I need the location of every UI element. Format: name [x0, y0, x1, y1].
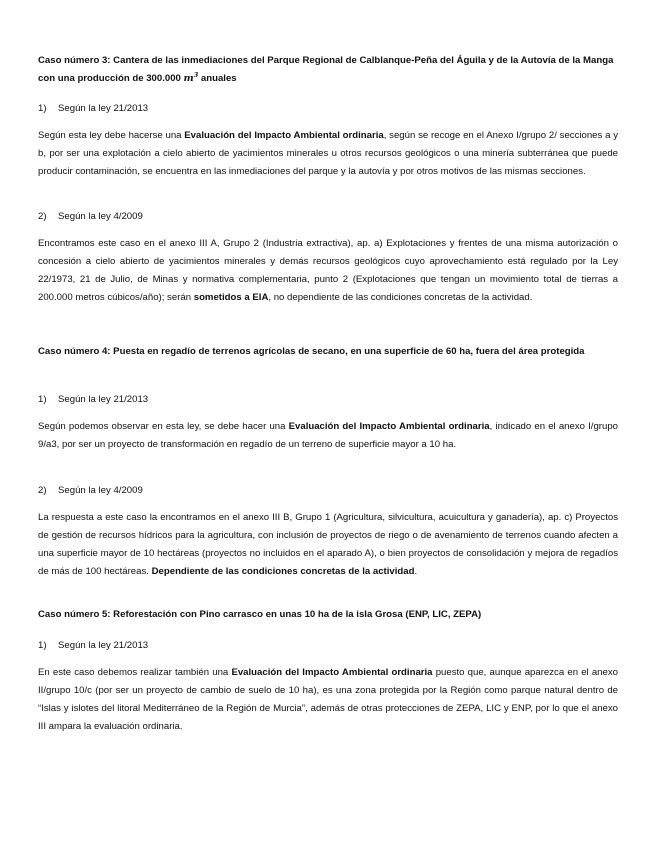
case3-sub1-text-1: Según esta ley debe hacerse una: [38, 130, 185, 141]
case5-sub1-text-1: En este caso debemos realizar también una: [38, 667, 232, 678]
case4-sub2-number: 2): [38, 485, 47, 496]
case3-sub2-title: Según la ley 4/2009: [58, 211, 143, 222]
case3-sub1-number: 1): [38, 103, 47, 114]
case3-heading: [38, 52, 618, 88]
case4-sub1-heading: [38, 391, 618, 409]
case4-sub2-paragraph: [38, 509, 618, 581]
case3-math-exponent: 3: [193, 71, 199, 79]
case5-sub1-paragraph: [38, 664, 618, 736]
case4-sub1-number: 1): [38, 394, 47, 405]
case4-sub1-paragraph: [38, 418, 618, 454]
case4-sub2-title: Según la ley 4/2009: [58, 485, 143, 496]
case3-sub1-text-2: , según se recoge en el Anexo I/grupo 2/ secciones a y b, por ser una explotación a cielo abierto de yacimientos minerales u otros recursos geológicos o una minería subterránea que puede producir contaminación, se encuentra en las inmediaciones del parque y la autovía y por otros motivos de las mismas secciones.: [38, 130, 618, 177]
case3-title-part2: anuales: [198, 73, 237, 84]
case4-sub2-text-1: La respuesta a este caso la encontramos en el anexo III B, Grupo 1 (Agricultura, silvicultura, acuicultura y ganadería), ap. c) Proyectos de gestión de recursos hídricos para la agricultura, con inclusión de proyectos de riego o de avenamiento de terrenos cuando afecten a una superficie mayor de 10 hectáreas (proyectos no incluidos en el aparado A), o bien proyectos de consolidación y mejora de regadíos de más de 100 hectáreas.: [38, 512, 618, 577]
case5-sub1-bold: Evaluación del Impacto Ambiental ordinaria: [231, 667, 433, 678]
case5-sub1-heading: [38, 637, 618, 655]
case4-sub2-text-2: .: [414, 566, 418, 577]
case5-heading: [38, 606, 618, 624]
case3-sub2-paragraph: [38, 235, 618, 307]
case3-sub1-heading: [38, 100, 618, 118]
case4-heading: [38, 343, 618, 361]
case3-sub2-heading: [38, 208, 618, 226]
case5-title: Reforestación con Pino carrasco en unas 10 ha de la isla Grosa (ENP, LIC, ZEPA): [110, 609, 482, 620]
case4-sub1-text-1: Según podemos observar en esta ley, se debe hacer una: [38, 421, 289, 432]
case3-sub2-text-2: , no dependiente de las condiciones concretas de la actividad.: [268, 292, 533, 303]
case4-title: Puesta en regadío de terrenos agrícolas de secano, en una superficie de 60 ha, fuera del área protegida: [110, 346, 585, 357]
case4-sub1-title: Según la ley 21/2013: [58, 394, 149, 405]
case3-label: Caso número 3:: [38, 55, 111, 66]
case3-sub2-bold: sometidos a EIA: [193, 292, 269, 303]
case4-sub1-bold: Evaluación del Impacto Ambiental ordinaria: [288, 421, 490, 432]
case5-sub1-number: 1): [38, 640, 47, 651]
case3-sub2-number: 2): [38, 211, 47, 222]
case3-sub1-title: Según la ley 21/2013: [58, 103, 149, 114]
case4-sub2-bold: Dependiente de las condiciones concretas de la actividad: [151, 566, 415, 577]
case4-label: Caso número 4:: [38, 346, 111, 357]
case5-sub1-title: Según la ley 21/2013: [58, 640, 149, 651]
case4-sub2-heading: [38, 482, 618, 500]
case4-sub1-text-2: , indicado en el anexo I/grupo 9/a3, por ser un proyecto de transformación en regadío de un terreno de superficie mayor a 10 ha.: [38, 421, 618, 450]
case3-sub1-paragraph: [38, 127, 618, 181]
case3-math-base: m: [183, 73, 194, 84]
case5-sub1-text-2: puesto que, aunque aparezca en el anexo II/grupo 10/c (por ser un proyecto de cambio de suelo de 10 ha), es una zona protegida por la Región como parque natural dentro de “Islas y islotes del litoral Mediterráneo de la Región de Murcia”, además de otras protecciones de ZEPA, LIC y ENP, por lo que el anexo III ampara la evaluación ordinaria.: [38, 667, 618, 732]
case5-label: Caso número 5:: [38, 609, 111, 620]
case3-math-unit: [184, 73, 199, 84]
case3-sub2-text-1: Encontramos este caso en el anexo III A, Grupo 2 (Industria extractiva), ap. a) Explotaciones y frentes de una misma autorización o concesión a cielo abierto de yacimientos minerales y demás recursos geológicos cuyo aprovechamiento está regulado por la Ley 22/1973, 21 de Julio, de Minas y normativa complementaria, punto 2 (Explotaciones que tengan un movimiento total de tierras a 200.000 metros cúbicos/año); serán: [38, 238, 618, 303]
case3-title-part1: Cantera de las inmediaciones del Parque Regional de Calblanque-Peña del Águila y de la Autovía de la Manga con una producción de 300.000: [38, 55, 614, 84]
case3-sub1-bold: Evaluación del Impacto Ambiental ordinaria: [184, 130, 384, 141]
